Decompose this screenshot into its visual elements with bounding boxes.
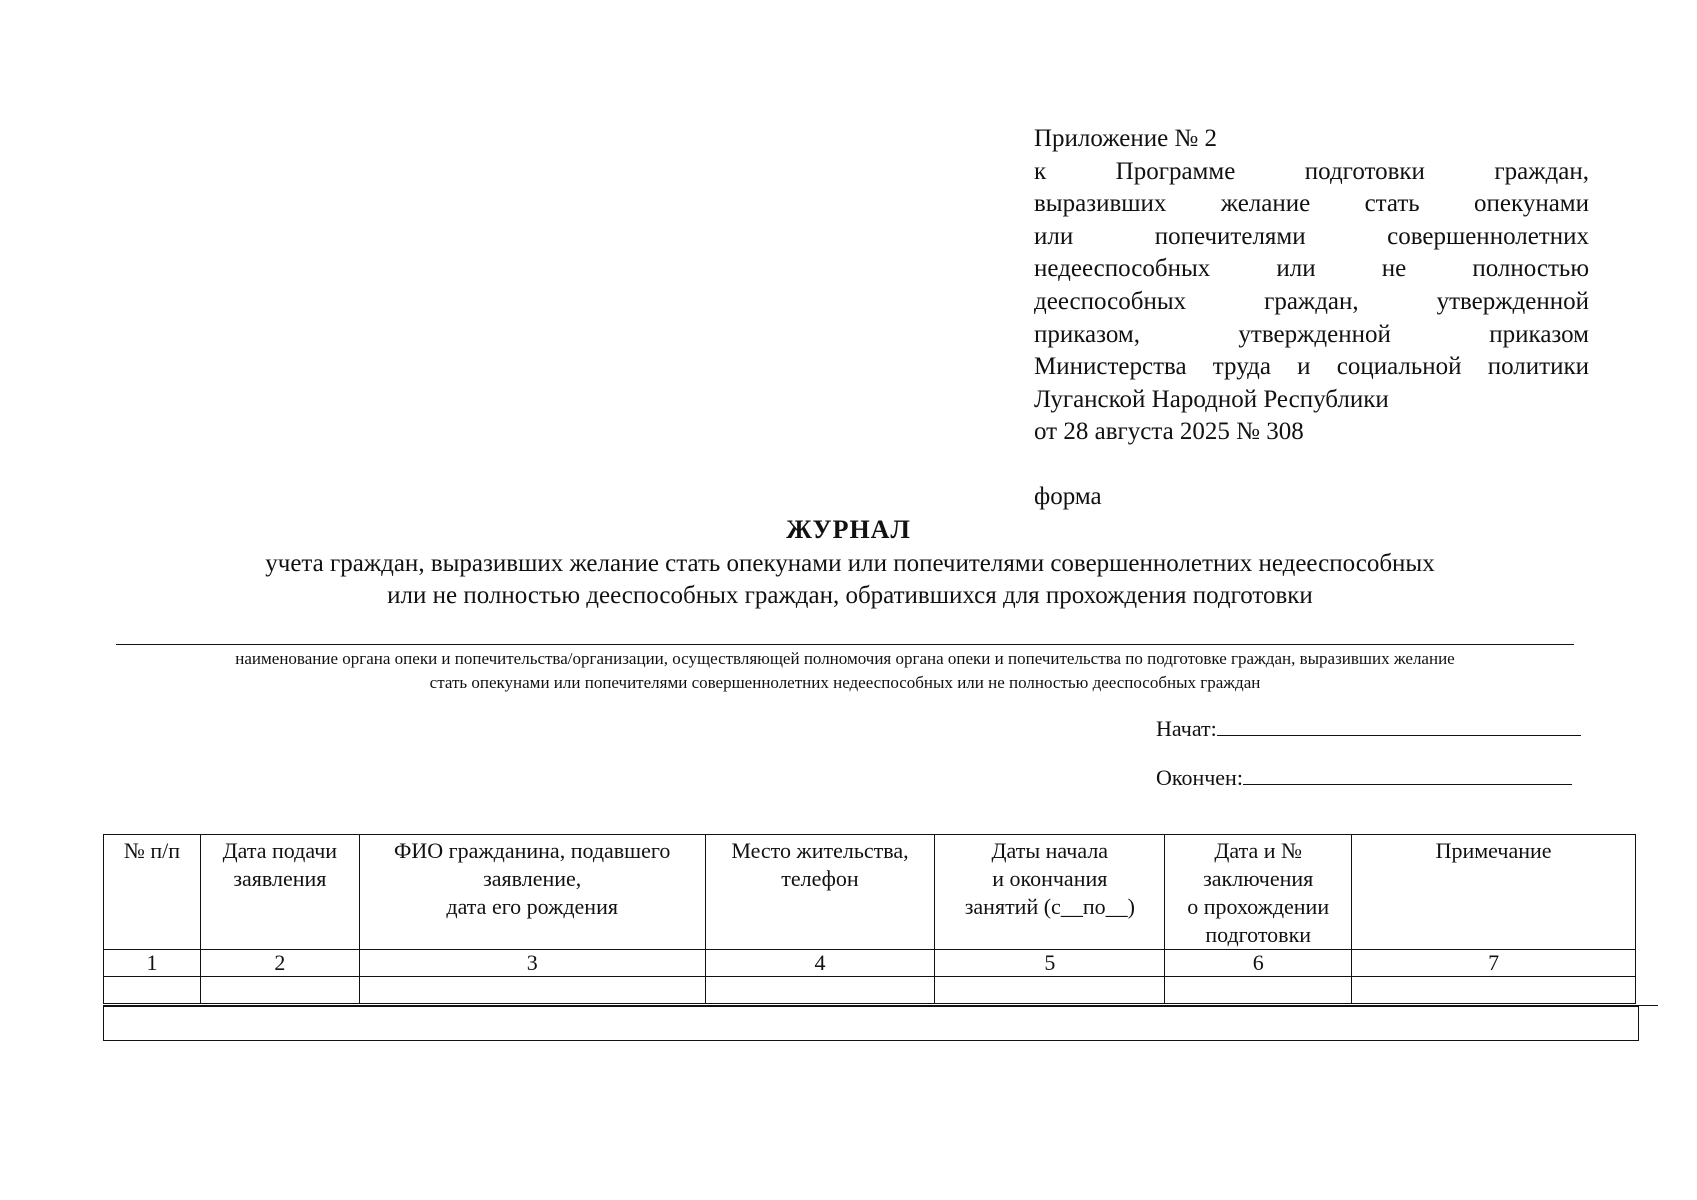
organization-caption (100, 647, 1590, 694)
appendix-line: Приложение № 2 (1034, 125, 1218, 152)
column-number: 7 (1352, 950, 1636, 977)
table-cell[interactable] (104, 977, 201, 1004)
table-header-row (104, 835, 1636, 950)
appendix-line: Министерства труда и социальной политики (1034, 353, 1589, 381)
table-cell[interactable] (359, 977, 705, 1004)
table-bottom-box (103, 1005, 1639, 1041)
col-header-residence: Место жительства, телефон (705, 835, 935, 950)
table-cell[interactable] (705, 977, 935, 1004)
column-number: 2 (200, 950, 359, 977)
table-cell[interactable] (935, 977, 1165, 1004)
appendix-line: к Программе подготовки граждан, (1034, 157, 1589, 185)
column-number: 4 (705, 950, 935, 977)
appendix-line: выразивших желание стать опекунами (1034, 190, 1589, 218)
org-caption-line: наименование органа опеки и попечительства/организации, осуществляющей полномочия органа опеки и попечительства по подготовке граждан, выразивших желание (235, 649, 1455, 668)
column-number: 6 (1165, 950, 1352, 977)
column-number: 5 (935, 950, 1165, 977)
appendix-line: или попечителями совершеннолетних (1034, 222, 1589, 250)
appendix-line: дееспособных граждан, утвержденной (1034, 287, 1589, 315)
document-title: ЖУРНАЛ (786, 515, 911, 544)
subtitle-line: или не полностью дееспособных граждан, обратившихся для прохождения подготовки (387, 582, 1313, 609)
table-cell[interactable] (1165, 977, 1352, 1004)
column-number: 3 (359, 950, 705, 977)
journal-table (103, 834, 1636, 1004)
col-header-application-date: Дата подачи заявления (200, 835, 359, 950)
started-blank[interactable] (1217, 713, 1581, 736)
form-label: форма (1034, 483, 1102, 510)
org-caption-line: стать опекунами или попечителями совершеннолетних недееспособных или не полностью дееспособных граждан (429, 672, 1261, 692)
table-cell[interactable] (200, 977, 359, 1004)
subtitle-line: учета граждан, выразивших желание стать опекунами или попечителями совершеннолетних недееспособных (265, 550, 1435, 577)
table-cell[interactable] (1352, 977, 1636, 1004)
finished-label: Окончен: (1156, 765, 1243, 790)
appendix-line: Луганской Народной Республики (1034, 385, 1389, 413)
col-header-conclusion: Дата и № заключения о прохождении подготовки (1165, 835, 1352, 950)
table-edge-line (1636, 1005, 1658, 1006)
organization-name-line[interactable] (116, 644, 1574, 645)
col-header-class-dates: Даты начала и окончания занятий (с__по__) (935, 835, 1165, 950)
started-label: Начат: (1156, 716, 1217, 741)
column-number: 1 (104, 950, 201, 977)
col-header-full-name: ФИО гражданина, подавшего заявление, дата его рождения (359, 835, 705, 950)
appendix-line: приказом, утвержденной приказом (1034, 320, 1589, 348)
col-header-note: Примечание (1352, 835, 1636, 950)
finished-blank[interactable] (1243, 762, 1572, 785)
table-row (104, 977, 1636, 1004)
finished-field (1156, 762, 1572, 791)
appendix-line: недееспособных или не полностью (1034, 255, 1589, 283)
appendix-block (1034, 123, 1589, 449)
appendix-line: от 28 августа 2025 № 308 (1034, 418, 1304, 446)
col-header-number: № п/п (104, 835, 201, 950)
started-field (1156, 713, 1581, 742)
document-subtitle (100, 548, 1600, 612)
column-number-row (104, 950, 1636, 977)
